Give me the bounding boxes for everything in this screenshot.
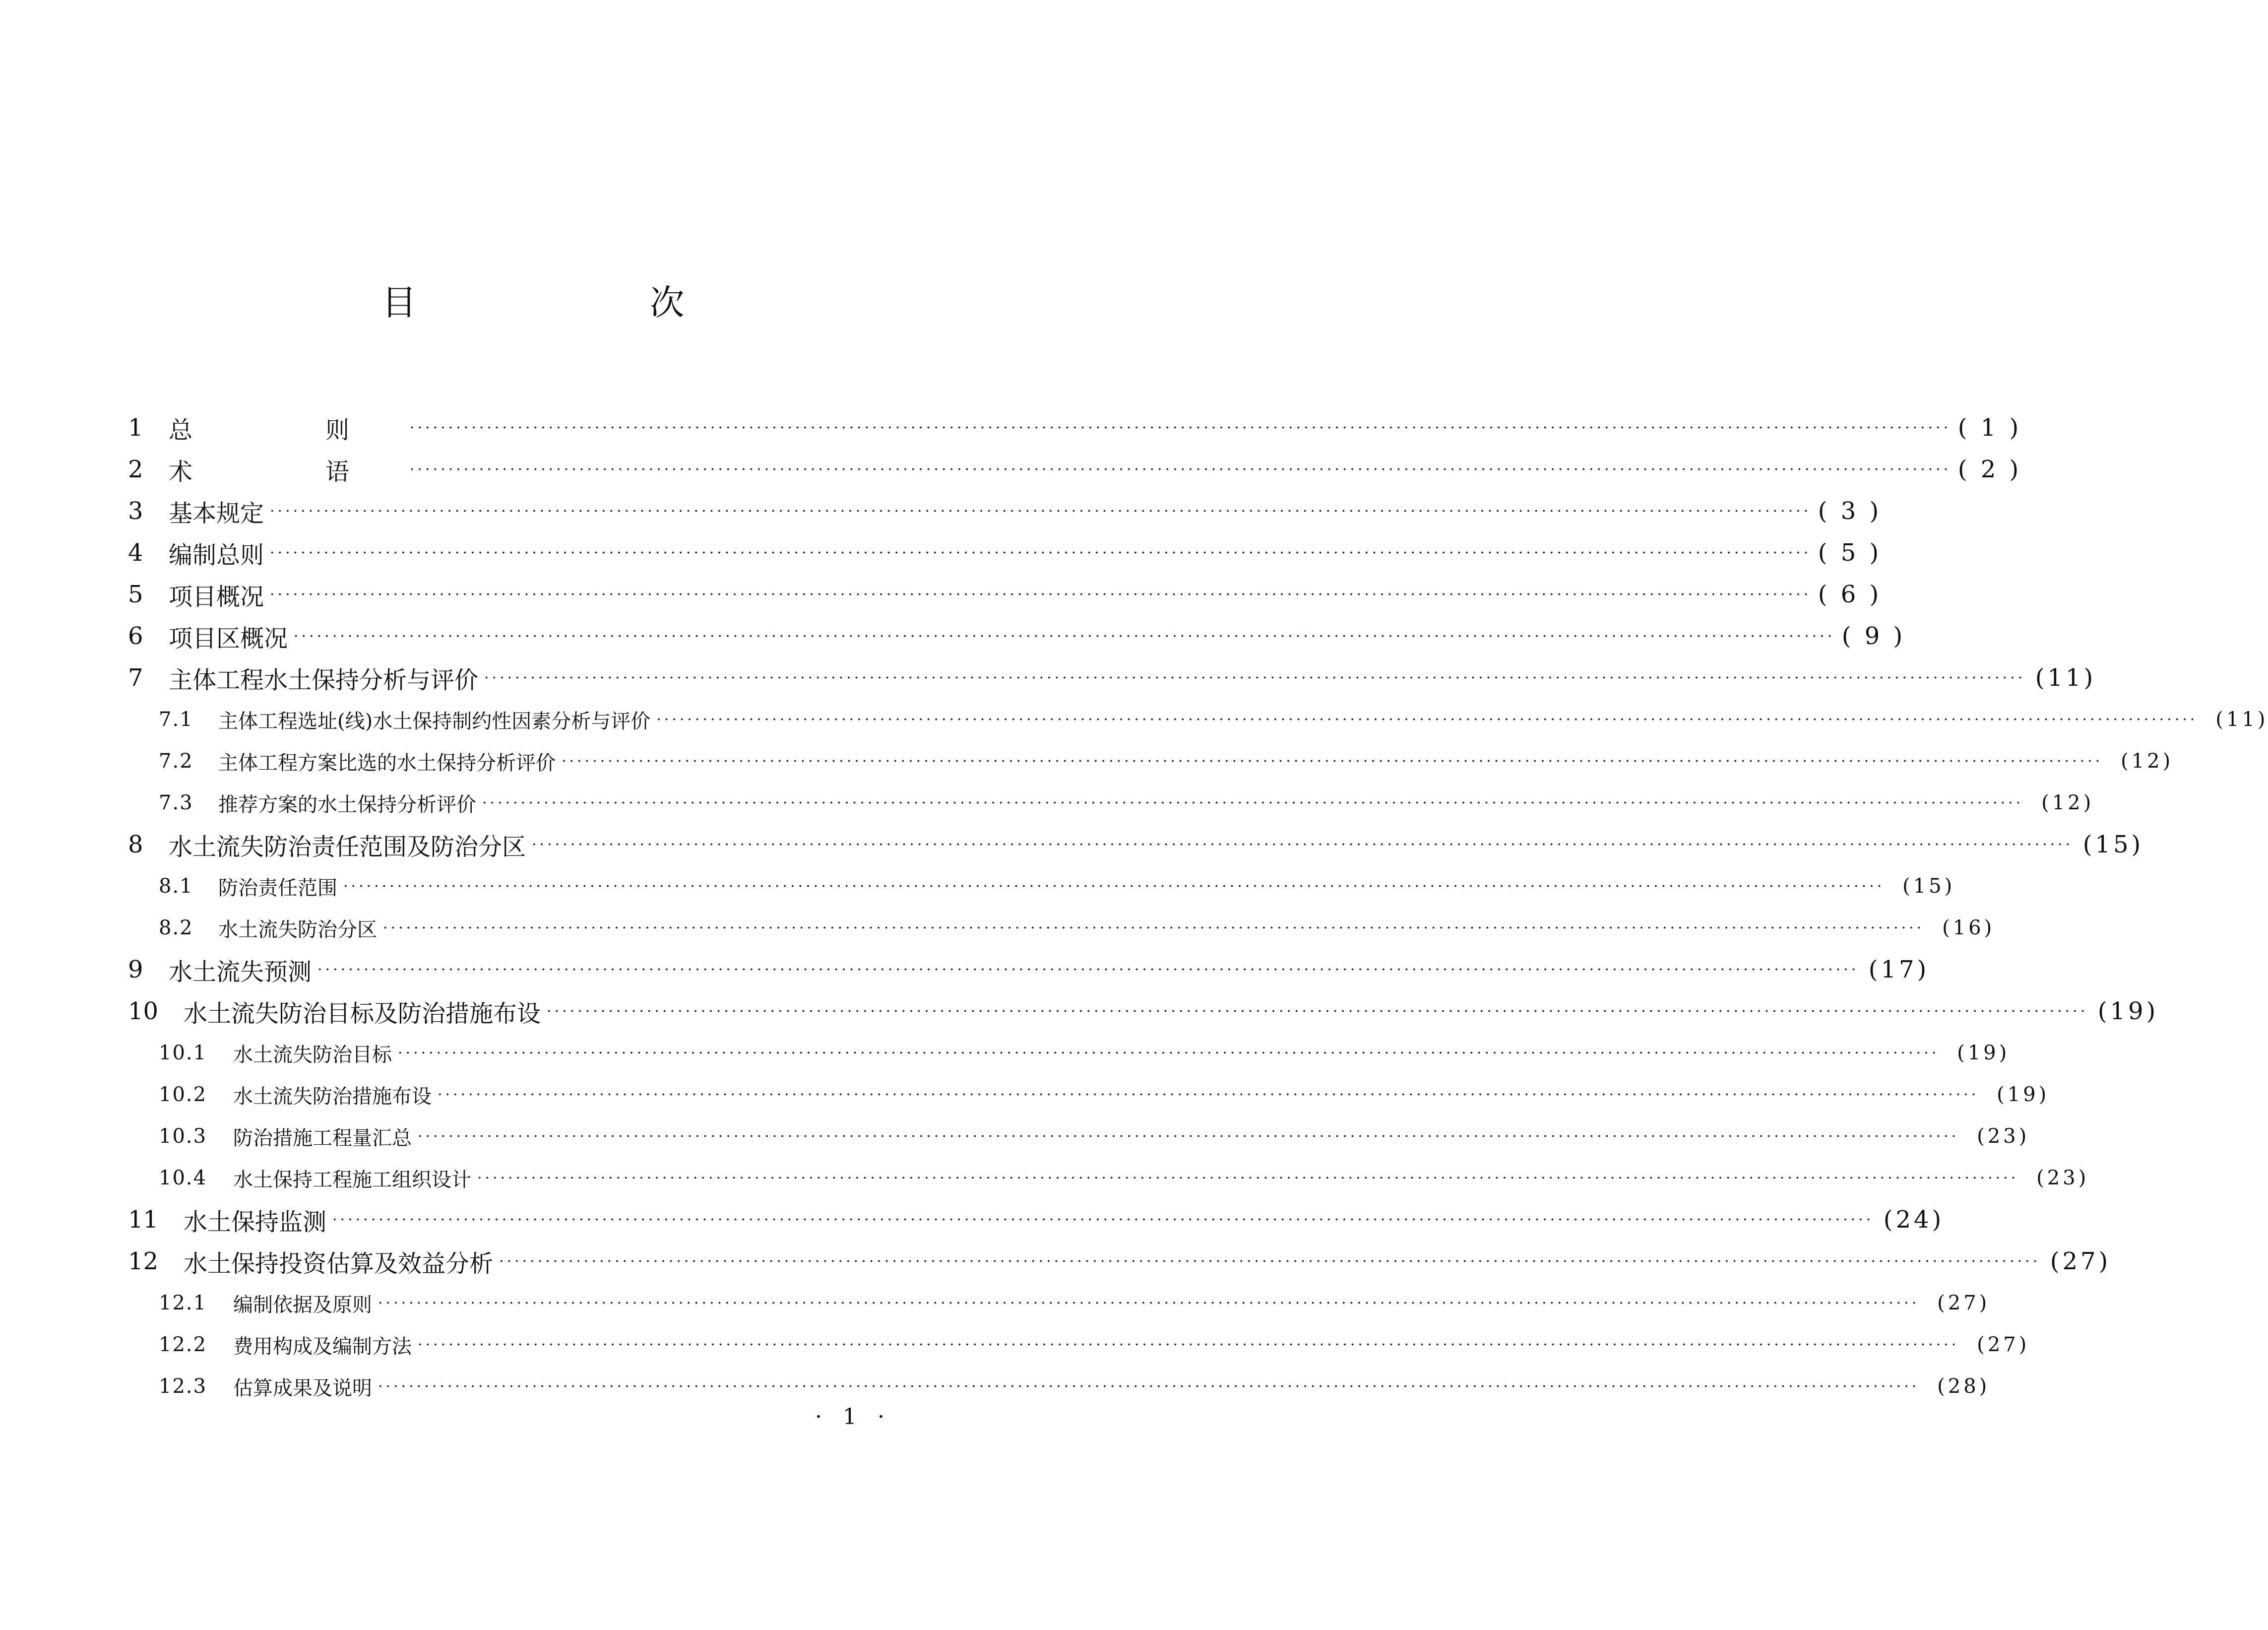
page-title: 目 次 [381, 282, 784, 323]
toc-entry-page: ( 5 ) [1818, 539, 1882, 567]
toc-entry-title: 水土流失防治目标 [233, 1043, 392, 1066]
toc-entry-page: (17) [1868, 956, 1930, 983]
toc-entry-title: 项目区概况 [169, 624, 288, 652]
toc-entry-number: 12.2 [159, 1333, 207, 1356]
toc-entry-number: 7 [128, 664, 143, 692]
dot-leader: ········································································································································································································ [383, 919, 1925, 937]
toc-entry-title: 编制依据及原则 [233, 1293, 372, 1316]
dot-leader: ········································································································································································································ [294, 627, 1835, 645]
toc-entry-title: 主体工程方案比选的水土保持分析评价 [218, 751, 556, 775]
toc-entry-number: 12.3 [159, 1375, 207, 1398]
toc-entry-title: 推荐方案的水土保持分析评价 [218, 793, 476, 816]
toc-entry-page: (27) [2050, 1247, 2111, 1275]
toc-entry[interactable] [128, 615, 1906, 657]
dot-leader: ········································································································································································································ [484, 669, 2026, 687]
toc-entry[interactable] [128, 1074, 2050, 1115]
toc-entry-page: (27) [1977, 1333, 2030, 1356]
toc-entry-title: 总 则 [169, 416, 404, 444]
dot-leader: ········································································································································································································ [656, 711, 2198, 728]
toc-entry[interactable] [128, 1240, 2111, 1282]
dot-leader: ········································································································································································································ [532, 836, 2074, 853]
dot-leader: ········································································································································································································ [317, 961, 1859, 978]
toc-entry-title: 防治责任范围 [218, 876, 337, 900]
toc-entry-title: 主体工程选址(线)水土保持制约性因素分析与评价 [218, 710, 651, 733]
toc-entry-page: ( 3 ) [1818, 497, 1882, 525]
toc-entry[interactable] [128, 1032, 2010, 1074]
toc-entry[interactable] [128, 1324, 2030, 1366]
dot-leader: ········································································································································································································ [343, 877, 1885, 895]
toc-entry[interactable] [128, 1282, 1990, 1324]
toc-entry-page: (11) [2215, 708, 2268, 731]
toc-entry[interactable] [128, 1366, 1990, 1407]
toc-entry-page: (19) [1957, 1042, 2010, 1064]
toc-entry[interactable] [128, 490, 1882, 532]
toc-entry-number: 3 [128, 497, 143, 525]
toc-entry[interactable] [128, 740, 2174, 782]
dot-leader: ········································································································································································································ [270, 586, 1812, 603]
toc-entry-title: 估算成果及说明 [233, 1376, 372, 1400]
toc-entry-title: 水土流失预测 [169, 958, 312, 986]
toc-entry-number: 12.1 [159, 1292, 207, 1314]
toc-entry-number: 10.2 [159, 1083, 207, 1106]
toc-entry-page: (19) [1997, 1083, 2050, 1106]
dot-leader: ········································································································································································································ [418, 1336, 1959, 1354]
toc-entry-number: 8.1 [159, 875, 193, 898]
toc-entry-title: 术 语 [169, 457, 404, 486]
dot-leader: ········································································································································································································ [477, 1169, 2019, 1187]
toc-entry[interactable] [128, 907, 1995, 949]
toc-entry-number: 4 [128, 539, 143, 567]
toc-entry[interactable] [128, 532, 1882, 574]
toc-entry-page: (15) [2082, 831, 2144, 858]
toc-entry-number: 7.1 [159, 708, 193, 731]
toc-entry-title: 水土流失防治目标及防治措施布设 [184, 999, 541, 1028]
toc-entry-page: (24) [1883, 1206, 1945, 1234]
toc-entry-number: 7.3 [159, 791, 193, 814]
page-number: · 1 · [815, 1404, 891, 1430]
toc-entry-title: 基本规定 [169, 499, 264, 527]
toc-entry-title: 编制总则 [169, 541, 264, 569]
dot-leader: ········································································································································································································ [418, 1127, 1959, 1145]
toc-entry[interactable] [128, 782, 2094, 824]
toc-entry-page: ( 9 ) [1841, 622, 1906, 650]
dot-leader: ········································································································································································································ [547, 1002, 2088, 1020]
toc-entry-page: (12) [2121, 750, 2174, 773]
toc-entry-title: 主体工程水土保持分析与评价 [169, 666, 479, 694]
toc-entry[interactable] [128, 1115, 2030, 1157]
toc-entry-page: ( 2 ) [1957, 456, 2022, 483]
dot-leader: ········································································································································································································ [499, 1252, 2041, 1270]
toc-entry-page: (11) [2035, 664, 2096, 692]
toc-entry-page: ( 6 ) [1818, 581, 1882, 608]
toc-entry-number: 10.1 [159, 1042, 207, 1064]
toc-entry-number: 1 [128, 414, 143, 442]
toc-entry[interactable] [128, 1199, 1945, 1240]
toc-entry[interactable] [128, 824, 2144, 865]
dot-leader: ········································································································································································································ [410, 460, 1952, 478]
dot-leader: ········································································································································································································ [398, 1044, 1940, 1062]
toc-entry-title: 费用构成及编制方法 [233, 1335, 412, 1358]
toc-entry-number: 6 [128, 622, 143, 650]
dot-leader: ········································································································································································································ [270, 544, 1812, 562]
toc-entry-number: 7.2 [159, 750, 193, 773]
dot-leader: ········································································································································································································ [410, 419, 1952, 437]
toc-entry[interactable] [128, 949, 1930, 990]
toc-entry-page: (19) [2097, 997, 2159, 1025]
toc-entry-page: (12) [2041, 791, 2094, 814]
toc-entry[interactable] [128, 865, 1955, 907]
toc-entry-title: 水土流失防治责任范围及防治分区 [169, 833, 526, 861]
dot-leader: ········································································································································································································ [562, 752, 2103, 770]
toc-entry[interactable] [128, 699, 2268, 740]
dot-leader: ········································································································································································································ [332, 1211, 1874, 1229]
dot-leader: ········································································································································································································ [378, 1377, 1920, 1395]
toc-entry[interactable] [128, 1157, 2089, 1199]
toc-entry[interactable] [128, 990, 2159, 1032]
toc-entry-page: (23) [1977, 1125, 2030, 1148]
toc-entry-title: 水土流失防治措施布设 [233, 1085, 432, 1108]
toc-entry-number: 5 [128, 581, 143, 608]
toc-entry-number: 10 [128, 997, 159, 1025]
toc-entry-page: (16) [1942, 916, 1995, 939]
toc-entry-number: 12 [128, 1247, 159, 1275]
toc-entry-number: 10.3 [159, 1125, 207, 1148]
toc-entry-page: (15) [1902, 875, 1955, 898]
dot-leader: ········································································································································································································ [378, 1294, 1920, 1312]
toc-entry-number: 11 [128, 1206, 159, 1234]
toc-entry-title: 项目概况 [169, 583, 264, 611]
toc-entry-title: 水土保持监测 [184, 1208, 327, 1236]
toc-entry-title: 防治措施工程量汇总 [233, 1126, 412, 1150]
toc-entry-title: 水土流失防治分区 [218, 918, 377, 941]
toc-entry[interactable] [128, 574, 1882, 615]
toc-entry-number: 2 [128, 456, 143, 483]
toc-entry-title: 水土保持工程施工组织设计 [233, 1168, 471, 1191]
toc-entry-number: 9 [128, 956, 143, 983]
toc-entry-title: 水土保持投资估算及效益分析 [184, 1249, 494, 1278]
toc-entry[interactable] [128, 407, 2022, 449]
toc-entry-page: (27) [1937, 1292, 1990, 1314]
toc-entry-number: 8.2 [159, 916, 193, 939]
toc-entry-number: 8 [128, 831, 143, 858]
toc-entry[interactable] [128, 657, 2096, 699]
toc-entry-page: (28) [1937, 1375, 1990, 1398]
dot-leader: ········································································································································································································ [438, 1086, 1979, 1104]
toc-entry-number: 10.4 [159, 1167, 207, 1189]
dot-leader: ········································································································································································································ [270, 502, 1812, 520]
toc-entry-page: (23) [2036, 1167, 2089, 1189]
dot-leader: ········································································································································································································ [482, 794, 2024, 812]
toc-entry-page: ( 1 ) [1957, 414, 2022, 442]
toc-entry[interactable] [128, 449, 2022, 490]
